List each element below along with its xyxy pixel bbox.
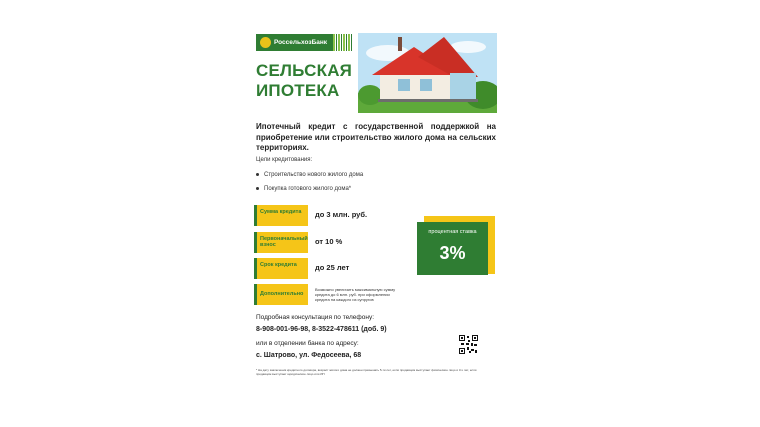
goals-label: Цели кредитования:: [256, 157, 313, 163]
address: с. Шатрово, ул. Федосеева, 68: [256, 352, 362, 359]
title-line-2: ИПОТЕКА: [256, 81, 340, 100]
office-text: или в отделении банка по адресу:: [256, 340, 359, 347]
qr-code-icon: [459, 335, 478, 354]
term-value-amount: до 3 млн. руб.: [315, 210, 368, 219]
term-value-duration: до 25 лет: [315, 263, 350, 272]
term-badge-extra: Дополнительно: [254, 284, 308, 305]
term-badge-amount: Сумма кредита: [254, 205, 308, 226]
rate-value: 3%: [439, 243, 466, 263]
term-badge-downpayment: Первоначальный взнос: [254, 232, 308, 253]
bank-logo-icon: [260, 37, 271, 48]
phone-numbers: 8-908-001-96-98, 8-3522-478611 (доб. 9): [256, 326, 387, 333]
goal-item: Покупка готового жилого дома*: [256, 186, 351, 192]
title-line-1: СЕЛЬСКАЯ: [256, 61, 353, 80]
house-photo: [358, 33, 497, 113]
term-badge-duration: Срок кредита: [254, 258, 308, 279]
rate-box: [417, 222, 488, 275]
page-title: [256, 61, 352, 101]
footnote: * На дату заключения кредитного договора, возраст жилого дома не должен превышать 5-ти лет, если продавцом выступает физическое лицо и 3-х лет, если продавцом выступает юридическое лицо или ИП: [256, 368, 477, 376]
term-value-downpayment: от 10 %: [315, 237, 343, 246]
bullet-icon: [256, 173, 259, 176]
logo-stripes: [333, 34, 353, 51]
bank-logo-text: РоссельхозБанк: [274, 39, 328, 46]
intro-text: Ипотечный кредит с государственной поддержкой на приобретение или строительство жилого дома на сельских территориях.: [256, 122, 496, 152]
bullet-icon: [256, 187, 259, 190]
term-value-extra: Возможно увеличить максимальную сумму кредита до 6 млн. руб. при оформлении кредита на каждого из супругов: [315, 287, 396, 302]
goal-item: Строительство нового жилого дома: [256, 172, 363, 178]
rate-label: процентная ставка: [428, 229, 477, 235]
consult-text: Подробная консультация по телефону:: [256, 314, 375, 321]
